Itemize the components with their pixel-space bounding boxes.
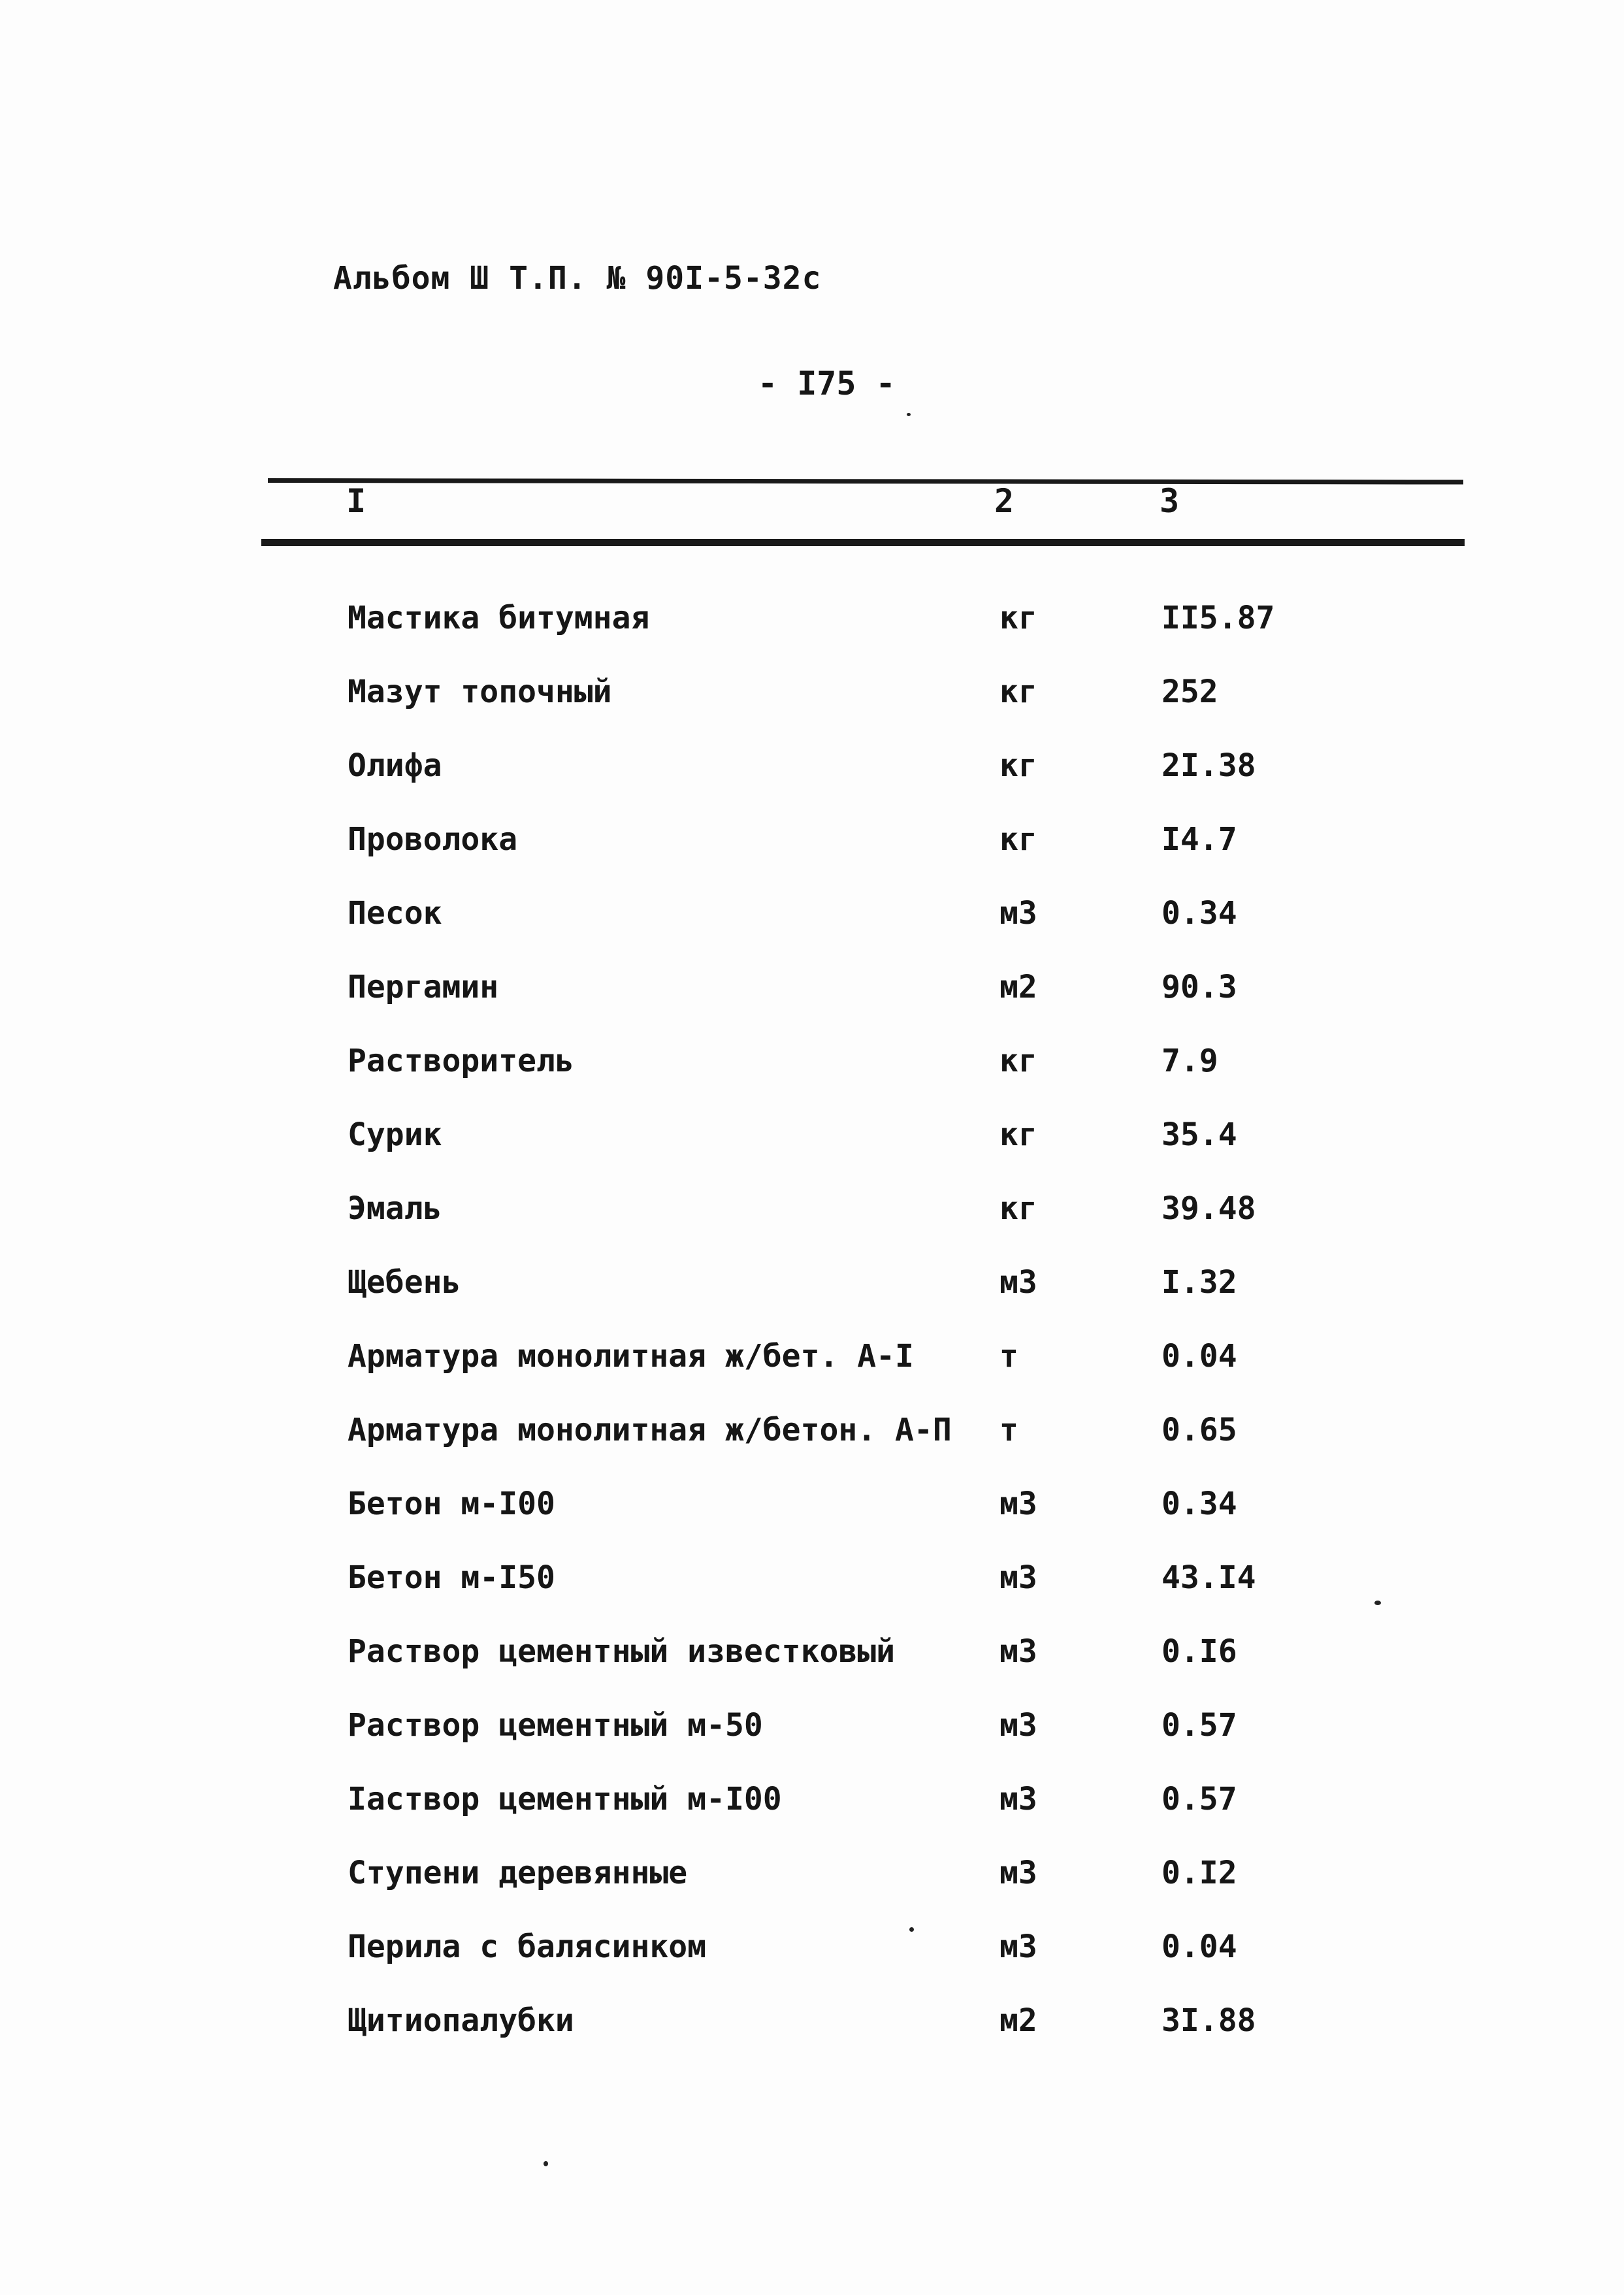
table-row xyxy=(0,1548,1624,1621)
material-quantity: II5.87 xyxy=(1161,600,1275,636)
material-unit: т xyxy=(999,1338,1018,1375)
document-header: Альбом Ш Т.П. № 90I-5-32с xyxy=(333,260,822,297)
material-name: Раствор цементный известковый xyxy=(348,1633,896,1670)
material-quantity: 252 xyxy=(1161,674,1218,710)
material-name: Ступени деревянные xyxy=(348,1855,688,1891)
material-unit: м3 xyxy=(999,1486,1037,1522)
material-name: Раствор цементный м-50 xyxy=(348,1707,763,1744)
material-unit: м3 xyxy=(999,1707,1037,1744)
scan-speck xyxy=(907,413,911,416)
table-row xyxy=(0,1621,1624,1695)
material-unit: кг xyxy=(999,600,1037,636)
table-row xyxy=(0,588,1624,662)
column-header-2: 2 xyxy=(994,482,1015,520)
material-quantity: 0.57 xyxy=(1161,1781,1237,1817)
material-name: Мазут топочный xyxy=(348,674,612,710)
table-top-rule xyxy=(268,478,1463,485)
table-row xyxy=(0,809,1624,883)
material-quantity: 0.65 xyxy=(1161,1412,1237,1448)
material-unit: кг xyxy=(999,821,1037,858)
material-unit: кг xyxy=(999,747,1037,784)
material-unit: м3 xyxy=(999,1633,1037,1670)
material-quantity: I4.7 xyxy=(1161,821,1237,858)
material-name: Арматура монолитная ж/бет. А-I xyxy=(348,1338,914,1375)
material-quantity: 2I.38 xyxy=(1161,747,1256,784)
material-quantity: 0.I6 xyxy=(1161,1633,1237,1670)
material-quantity: 3I.88 xyxy=(1161,2002,1256,2039)
table-row xyxy=(0,736,1624,809)
table-row xyxy=(0,1991,1624,2064)
material-name: Эмаль xyxy=(348,1190,442,1227)
scan-speck xyxy=(909,1927,914,1932)
material-unit: м2 xyxy=(999,969,1037,1005)
table-row xyxy=(0,1695,1624,1769)
material-name: Бетон м-I50 xyxy=(348,1559,555,1596)
table-row xyxy=(0,957,1624,1031)
material-quantity: 0.34 xyxy=(1161,895,1237,932)
table-row xyxy=(0,883,1624,957)
material-unit: кг xyxy=(999,674,1037,710)
material-quantity: 0.04 xyxy=(1161,1929,1237,1965)
material-name: Песок xyxy=(348,895,442,932)
material-quantity: 0.34 xyxy=(1161,1486,1237,1522)
materials-table xyxy=(0,588,1624,2064)
table-row xyxy=(0,1917,1624,1991)
material-quantity: 0.04 xyxy=(1161,1338,1237,1375)
table-row xyxy=(0,1252,1624,1326)
scan-speck xyxy=(544,2161,548,2166)
material-name: Щебень xyxy=(348,1264,461,1301)
material-name: Перила с балясинком xyxy=(348,1929,707,1965)
table-row xyxy=(0,1474,1624,1548)
material-name: Проволока xyxy=(348,821,518,858)
material-name: Iаствор цементный м-I00 xyxy=(348,1781,782,1817)
material-name: Пергамин xyxy=(348,969,499,1005)
column-header-1: I xyxy=(346,482,366,520)
material-unit: кг xyxy=(999,1116,1037,1153)
material-quantity: 35.4 xyxy=(1161,1116,1237,1153)
table-row xyxy=(0,1843,1624,1917)
table-row xyxy=(0,1105,1624,1179)
material-name: Щитиопалубки xyxy=(348,2002,574,2039)
material-name: Арматура монолитная ж/бетон. А-П xyxy=(348,1412,952,1448)
material-unit: м3 xyxy=(999,1929,1037,1965)
table-row xyxy=(0,662,1624,736)
table-row xyxy=(0,1400,1624,1474)
material-name: Бетон м-I00 xyxy=(348,1486,555,1522)
material-unit: м3 xyxy=(999,895,1037,932)
material-quantity: I.32 xyxy=(1161,1264,1237,1301)
material-unit: м2 xyxy=(999,2002,1037,2039)
material-name: Растворитель xyxy=(348,1043,574,1079)
material-quantity: 0.I2 xyxy=(1161,1855,1237,1891)
table-row xyxy=(0,1031,1624,1105)
material-unit: м3 xyxy=(999,1559,1037,1596)
scan-speck xyxy=(1374,1601,1381,1605)
table-row xyxy=(0,1769,1624,1843)
material-unit: кг xyxy=(999,1190,1037,1227)
material-name: Сурик xyxy=(348,1116,442,1153)
table-row xyxy=(0,1326,1624,1400)
material-quantity: 7.9 xyxy=(1161,1043,1218,1079)
material-unit: т xyxy=(999,1412,1018,1448)
material-quantity: 43.I4 xyxy=(1161,1559,1256,1596)
material-name: Олифа xyxy=(348,747,442,784)
page-number: - I75 - xyxy=(758,365,896,402)
material-quantity: 90.3 xyxy=(1161,969,1237,1005)
table-header-rule xyxy=(261,539,1465,546)
material-quantity: 0.57 xyxy=(1161,1707,1237,1744)
material-quantity: 39.48 xyxy=(1161,1190,1256,1227)
table-row xyxy=(0,1179,1624,1252)
material-unit: м3 xyxy=(999,1855,1037,1891)
material-name: Мастика битумная xyxy=(348,600,650,636)
material-unit: м3 xyxy=(999,1781,1037,1817)
column-header-3: 3 xyxy=(1160,482,1180,520)
material-unit: кг xyxy=(999,1043,1037,1079)
material-unit: м3 xyxy=(999,1264,1037,1301)
